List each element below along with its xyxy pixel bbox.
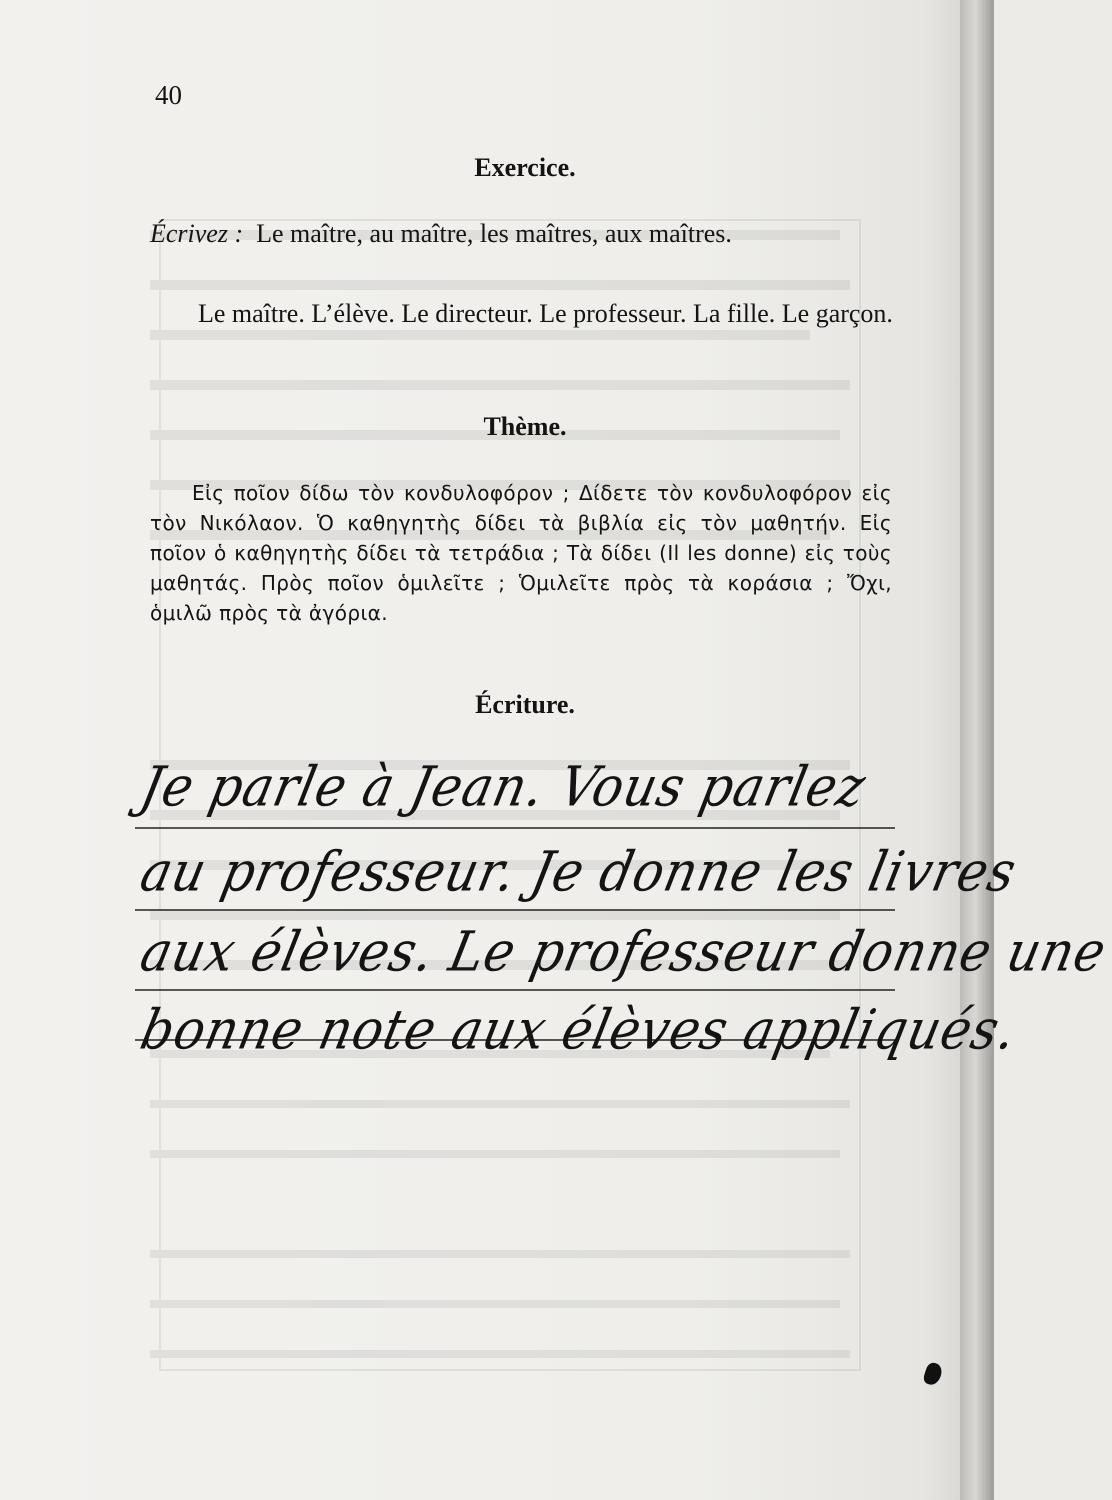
- ecriture-line-4: bonne note aux élèves appliqués.: [135, 998, 1023, 1062]
- ecriture-line-3: aux élèves. Le professeur donne une: [135, 920, 1112, 984]
- page-gutter-shadow: [960, 0, 994, 1500]
- ink-blot: [922, 1361, 944, 1387]
- theme-greek-text: Εἰς ποῖον δίδω τὸν κονδυλοφόρον ; Δίδετε τὸν κονδυλοφόρον εἰς τὸν Νικόλαον. Ὁ καθηγητὴς δίδει τὰ βιβλία εἰς τὸν μαθητήν. Εἰς ποῖον ὁ καθηγητὴς δίδει τὰ τετράδια ; Τὰ δίδει (Il les donne) εἰς τοὺς μαθητάς. Πρὸς ποῖον ὁμιλεῖτε ; Ὁμιλεῖτε πρὸς τὰ κοράσια ; Ὄχι, ὁμιλῶ πρὸς τὰ ἀγόρια.: [150, 481, 892, 625]
- heading-ecriture: Écriture.: [475, 690, 575, 719]
- heading-exercice: Exercice.: [474, 153, 576, 182]
- exercice-paragraph-2: Le maître. L’élève. Le directeur. Le professeur. La fille. Le garçon.: [198, 299, 893, 328]
- ecriture-line-2: au professeur. Je donne les livres: [135, 840, 1023, 904]
- ecriture-line-1: Je parle à Jean. Vous parlez: [135, 755, 872, 819]
- page-number: 40: [155, 80, 182, 110]
- ecrivez-label: Écrivez :: [150, 219, 244, 248]
- heading-theme: Thème.: [483, 412, 567, 441]
- exercice-line-1: Le maître, au maître, les maîtres, aux maîtres.: [256, 219, 732, 248]
- exercice-paragraph-1: [150, 218, 895, 250]
